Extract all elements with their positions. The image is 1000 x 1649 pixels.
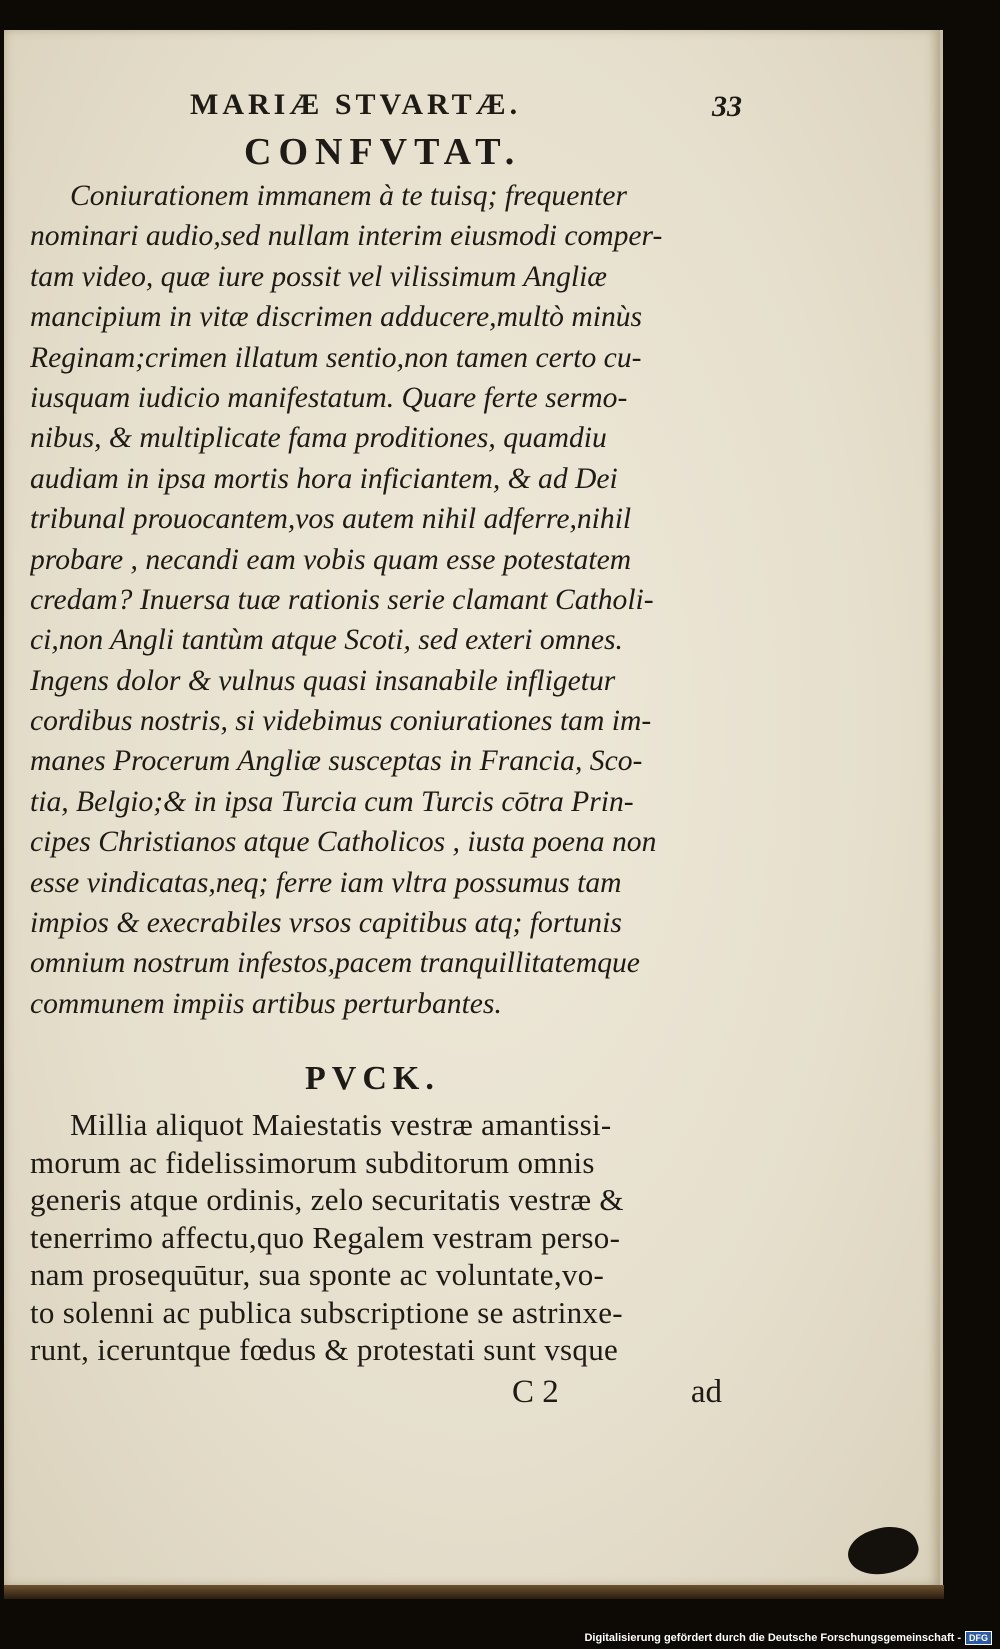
text-line: Coniurationem immanem à te tuisq; frequenter bbox=[70, 180, 628, 212]
text-line: nam prosequūtur, sua sponte ac voluntate,vo- bbox=[30, 1257, 605, 1292]
text-line: Millia aliquot Maiestatis vestræ amantissi- bbox=[70, 1107, 612, 1142]
page-number: 33 bbox=[712, 90, 742, 123]
text-line: runt, iceruntque fœdus & protestati sunt vsque bbox=[30, 1332, 619, 1367]
text-line: ci,non Angli tantùm atque Scoti, sed exteri omnes. bbox=[30, 624, 623, 657]
text-line: nominari audio,sed nullam interim eiusmodi comper- bbox=[30, 220, 663, 253]
text-line: probare , necandi eam vobis quam esse potestatem bbox=[30, 543, 632, 576]
catchword: ad bbox=[690, 1374, 722, 1410]
text-line: Reginam;crimen illatum sentio,non tamen certo cu- bbox=[30, 341, 642, 374]
section-title-puck: PVCK. bbox=[305, 1060, 440, 1097]
text-line: impios & execrabiles vrsos capitibus atq; fortunis bbox=[30, 907, 622, 940]
text-line: esse vindicatas,neq; ferre iam vltra possumus tam bbox=[30, 866, 622, 899]
digitization-credit bbox=[584, 1631, 992, 1645]
section-body-puck bbox=[30, 1106, 742, 1369]
text-line: tenerrimo affectu,quo Regalem vestram perso- bbox=[30, 1219, 621, 1255]
text-line: morum ac fidelissimorum subditorum omnis bbox=[30, 1144, 595, 1180]
catchline bbox=[512, 1374, 722, 1411]
text-line: generis atque ordinis, zelo securitatis vestræ & bbox=[30, 1182, 624, 1217]
text-line: cipes Christianos atque Catholicos , iusta poena non bbox=[30, 826, 657, 859]
text-line: credam? Inuersa tuæ rationis serie clamant Catholi- bbox=[30, 583, 654, 616]
credit-text: Digitalisierung gefördert durch die Deutsche Forschungsgemeinschaft - bbox=[584, 1632, 961, 1644]
text-line: audiam in ipsa mortis hora inficiantem, & ad Dei bbox=[30, 462, 618, 495]
text-line: omnium nostrum infestos,pacem tranquillitatemque bbox=[30, 947, 640, 980]
dfg-logo[interactable]: DFG bbox=[965, 1631, 992, 1645]
text-line: tam video, quæ iure possit vel vilissimum Angliæ bbox=[30, 260, 608, 293]
text-line: nibus, & multiplicate fama proditiones, quamdiu bbox=[30, 422, 607, 455]
text-line: iusquam iudicio manifestatum. Quare ferte sermo- bbox=[30, 381, 628, 414]
text-line: communem impiis artibus perturbantes. bbox=[30, 987, 502, 1020]
text-line: cordibus nostris, si videbimus coniurationes tam im- bbox=[30, 705, 652, 738]
section-title-confutat: CONFVTAT. bbox=[244, 131, 522, 173]
text-line: to solenni ac publica subscriptione se astrinxe- bbox=[30, 1294, 623, 1330]
text-line: Ingens dolor & vulnus quasi insanabile infligetur bbox=[30, 664, 616, 697]
signature-mark: C 2 bbox=[512, 1374, 559, 1410]
running-head: MARIÆ STVARTÆ. bbox=[190, 88, 522, 121]
page-bottom-edge bbox=[4, 1585, 944, 1599]
text-line: manes Procerum Angliæ susceptas in Francia, Sco- bbox=[30, 745, 643, 778]
text-line: tia, Belgio;& in ipsa Turcia cum Turcis cōtra Prin- bbox=[30, 785, 634, 818]
text-line: mancipium in vitæ discrimen adducere,multò minùs bbox=[30, 301, 643, 334]
text-line: tribunal prouocantem,vos autem nihil adferre,nihil bbox=[30, 503, 632, 536]
section-body-confutat bbox=[30, 176, 742, 1024]
